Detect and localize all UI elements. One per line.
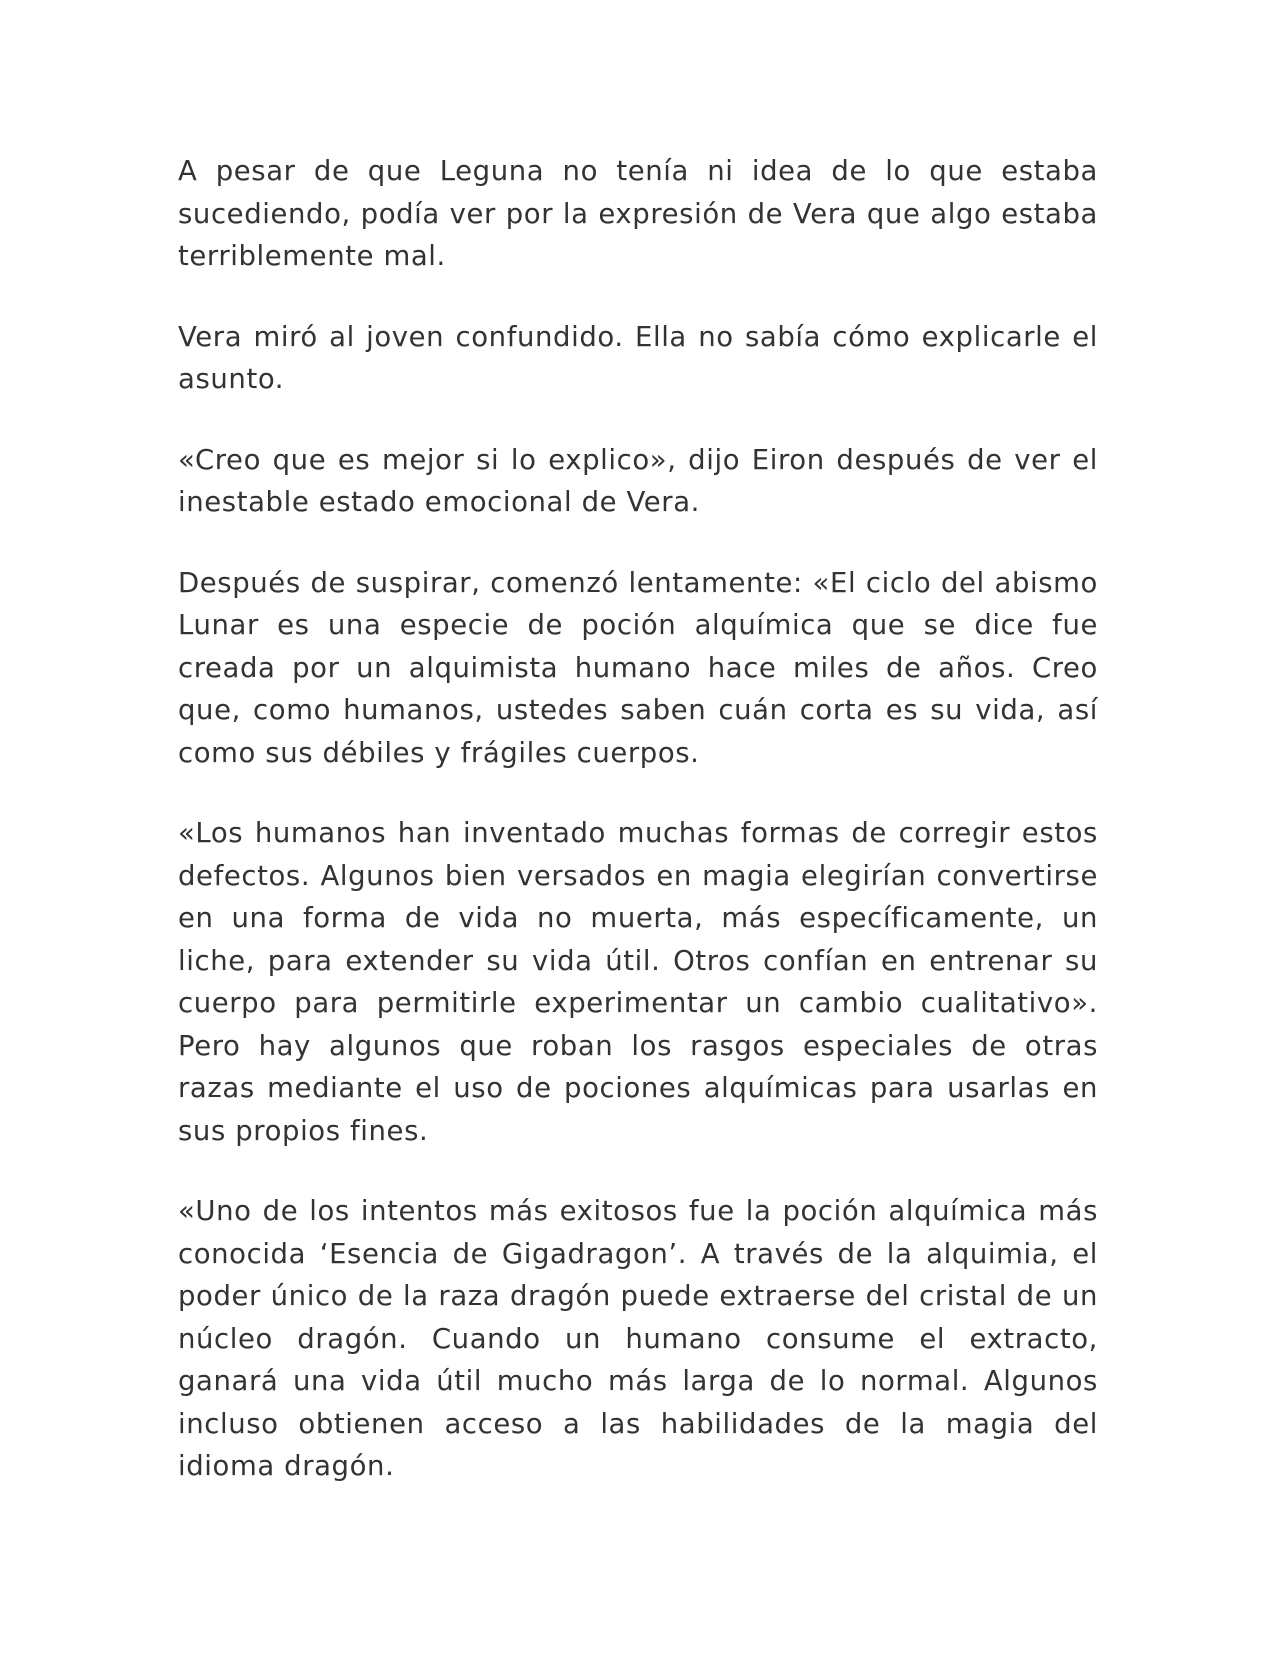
paragraph-2: Vera miró al joven confundido. Ella no sabía cómo explicarle el asunto. (178, 320, 1098, 395)
paragraph-5: «Los humanos han inventado muchas formas de corregir estos defectos. Algunos bien versados en magia elegirían convertirse en una forma de vida no muerta, más específicamente, un liche, para extender su vida útil. Otros confían en entrenar su cuerpo para permitirle experimentar un cambio cualitativo». Pero hay algunos que roban los rasgos especiales de otras razas mediante el uso de pociones alquímicas para usarlas en sus propios fines. (178, 817, 1098, 1147)
paragraph-6: «Uno de los intentos más exitosos fue la poción alquímica más conocida ‘Esencia de Gigadragon’. A través de la alquimia, el poder único de la raza dragón puede extraerse del cristal de un núcleo dragón. Cuando un humano consume el extracto, ganará una vida útil mucho más larga de lo normal. Algunos incluso obtienen acceso a las habilidades de la magia del idioma dragón. (178, 1195, 1098, 1482)
document-page (178, 150, 1098, 1526)
paragraph-1: A pesar de que Leguna no tenía ni idea de lo que estaba sucediendo, podía ver por la expresión de Vera que algo estaba terriblemente mal. (178, 155, 1098, 272)
paragraph-4: Después de suspirar, comenzó lentamente: «El ciclo del abismo Lunar es una especie de poción alquímica que se dice fue creada por un alquimista humano hace miles de años. Creo que, como humanos, ustedes saben cuán corta es su vida, así como sus débiles y frágiles cuerpos. (178, 566, 1098, 769)
paragraph-3: «Creo que es mejor si lo explico», dijo Eiron después de ver el inestable estado emocional de Vera. (178, 443, 1098, 518)
